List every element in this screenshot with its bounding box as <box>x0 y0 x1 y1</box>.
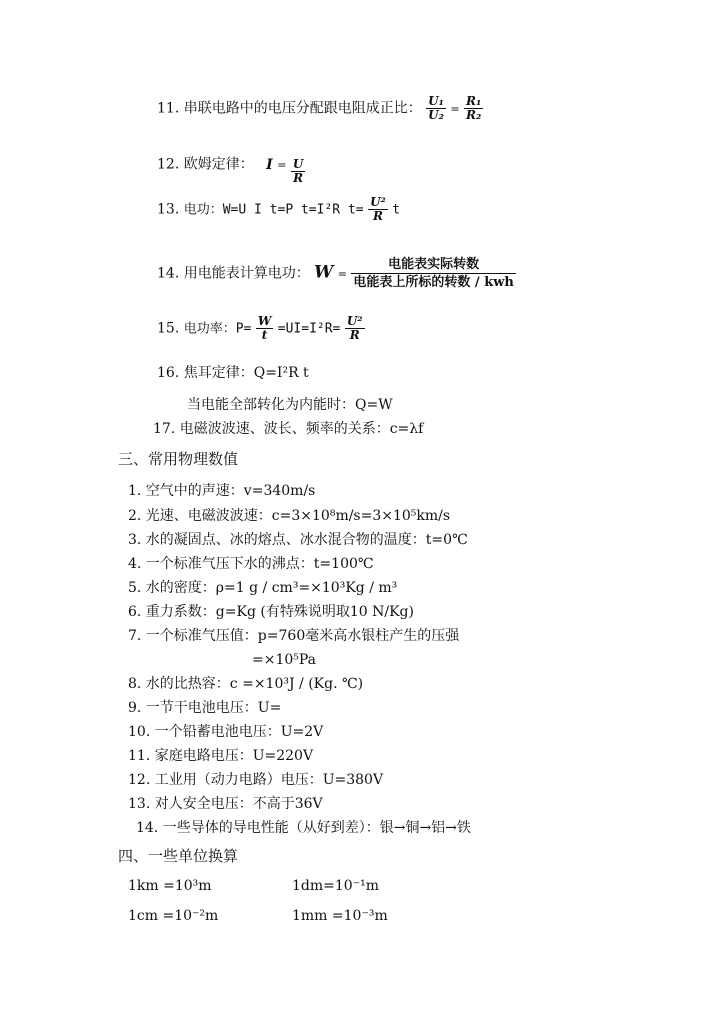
equals-sign: = <box>450 102 460 116</box>
list-item: 9. 一节干电池电压：U= <box>128 700 282 716</box>
formula-text: 17. 电磁波波速、波长、频率的关系：c=λf <box>153 421 424 437</box>
formula-13 <box>157 196 400 223</box>
item-number: 15. <box>157 320 180 337</box>
formula-text: 焦耳定律：Q=I²R t <box>183 365 309 381</box>
unit-conversion: 1km =10³m <box>128 878 212 894</box>
formula-text: 串联电路中的电压分配跟电阻成正比： <box>183 100 422 117</box>
formula-text: 当电能全部转化为内能时：Q=W <box>187 397 393 413</box>
formula-15 <box>157 315 365 342</box>
list-item: 11. 家庭电路电压：U=220V <box>128 748 314 764</box>
fraction-w-t: $\frac{W}{t}$ <box>257 314 272 342</box>
list-item: 13. 对人安全电压：不高于36V <box>128 796 323 812</box>
formula-12 <box>157 144 305 185</box>
item-number: 14. <box>157 265 180 282</box>
formula-text: 用电能表计算电功： <box>183 265 310 282</box>
section-title: 三、常用物理数值 <box>118 450 239 468</box>
item-number: 11. <box>157 100 180 117</box>
list-item: 3. 水的凝固点、冰的熔点、冰水混合物的温度：t=0℃ <box>128 532 468 548</box>
list-item: 7. 一个标准气压值：p=760毫米高水银柱产生的压强 <box>128 628 460 644</box>
formula-lhs: W <box>314 262 334 283</box>
fraction-u1-u2: $\frac{\text{U₁}}{\text{U₂}}$ <box>428 94 444 122</box>
formula-text: 欧姆定律： <box>183 156 254 173</box>
fraction-u2-r: $\frac{\text{U²}}{R}$ <box>346 314 363 342</box>
list-item: 6. 重力系数：g=Kg (有特殊说明取10 N/Kg) <box>128 604 414 620</box>
fraction-r1-r2: $\frac{\text{R₁}}{\text{R₂}}$ <box>466 94 482 122</box>
formula-17 <box>153 420 423 438</box>
formula-16 <box>157 364 309 382</box>
formula-lhs: I <box>266 156 273 173</box>
unit-conversion: 1cm =10⁻²m <box>128 908 219 924</box>
item-number: 13. <box>157 201 180 218</box>
fraction-u2-r: $\frac{\text{U²}}{R}$ <box>370 195 386 223</box>
section-title: 四、一些单位换算 <box>118 847 239 865</box>
list-item-continuation: =×10⁵Pa <box>252 652 317 668</box>
formula-mid: =UI=I²R= <box>277 321 341 337</box>
formula-14 <box>157 256 516 291</box>
equals-sign: = <box>277 158 287 172</box>
item-number: 12. <box>157 156 180 173</box>
list-item: 4. 一个标准气压下水的沸点：t=100℃ <box>128 556 374 572</box>
fraction-energy-meter: 电能表实际转数 电能表上所标的转数 / kwh <box>353 257 514 290</box>
list-item: 10. 一个铅蓄电池电压：U=2V <box>128 724 324 740</box>
list-item: 1. 空气中的声速：v=340m/s <box>128 483 316 499</box>
list-item: 14. 一些导体的导电性能（从好到差）：银→铜→铝→铁 <box>136 820 471 836</box>
equals-sign: = <box>337 267 347 281</box>
list-item: 8. 水的比热容：c =×10³J / (Kg. ℃) <box>128 676 364 692</box>
formula-tail: t <box>392 202 401 218</box>
formula-text: 电功：W=U I t=P t=I²R t= <box>183 202 364 218</box>
formula-text: 电功率：P= <box>183 321 252 337</box>
unit-conversion: 1dm=10⁻¹m <box>292 878 379 894</box>
item-number: 16. <box>157 365 180 381</box>
list-item: 2. 光速、电磁波波速：c=3×10⁸m/s=3×10⁵km/s <box>128 508 451 524</box>
fraction-u-r: $\frac{U}{R}$ <box>292 157 304 185</box>
list-item: 12. 工业用（动力电路）电压：U=380V <box>128 772 384 788</box>
formula-11 <box>157 95 483 122</box>
unit-conversion: 1mm =10⁻³m <box>292 908 388 924</box>
list-item: 5. 水的密度：ρ=1 g / cm³=×10³Kg / m³ <box>128 580 398 596</box>
formula-16-note <box>187 396 393 414</box>
